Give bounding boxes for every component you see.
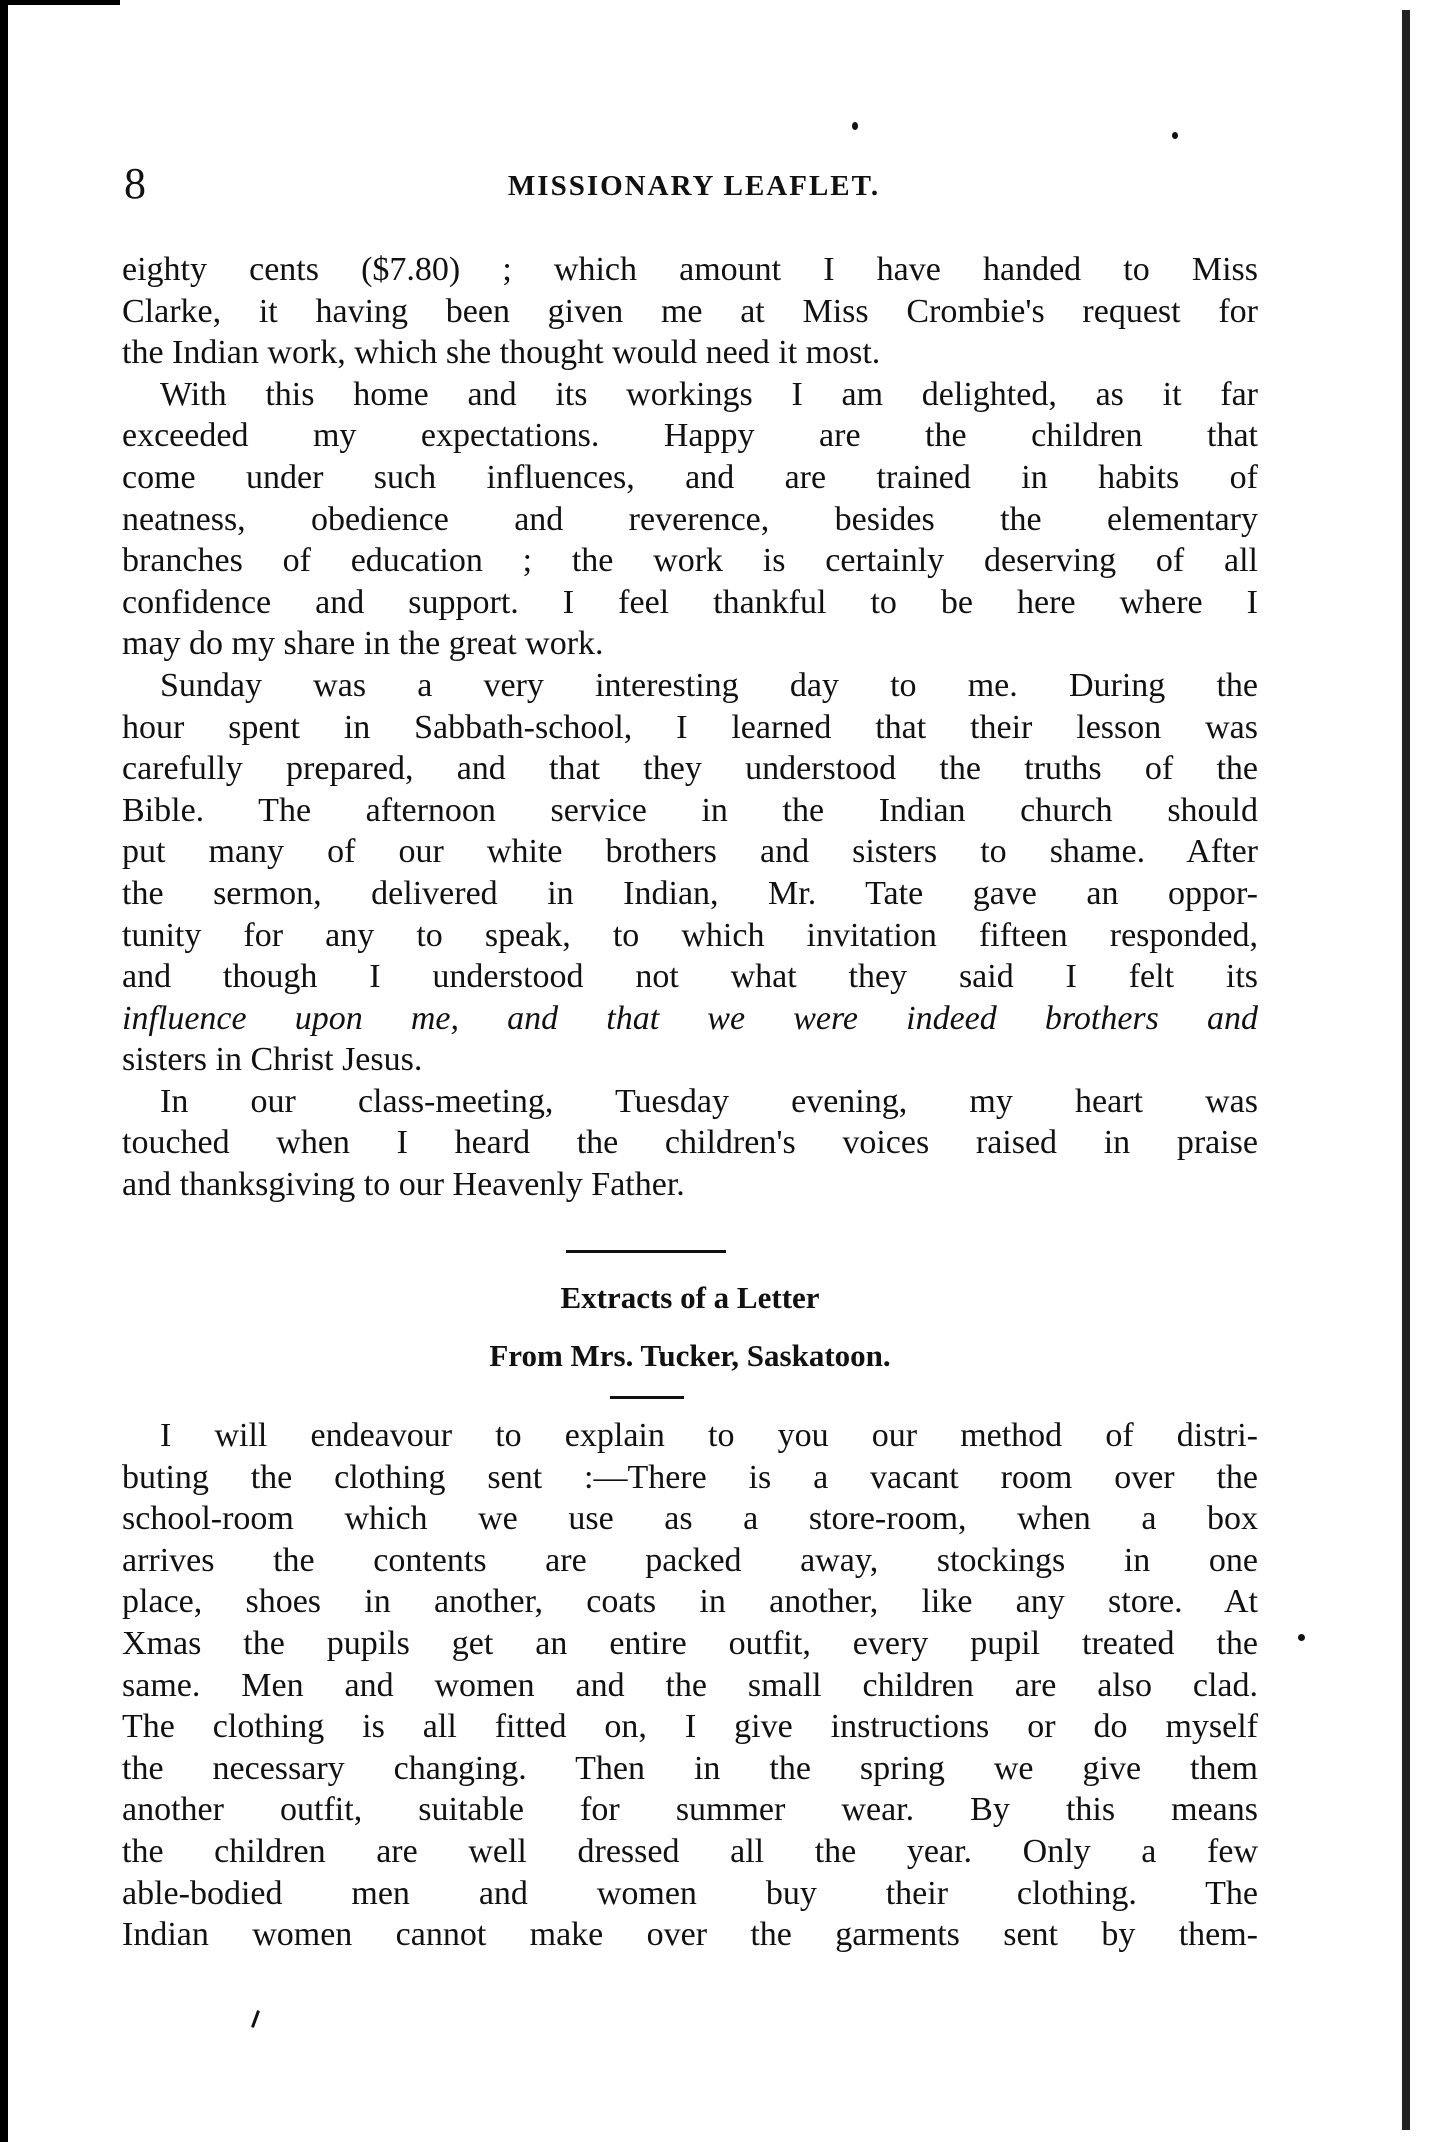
- text-line: put many of our white brothers and sisters to shame. After: [122, 833, 1258, 871]
- text-line: and though I understood not what they said I felt its: [122, 958, 1258, 996]
- text-line: carefully prepared, and that they understood the truths of the: [122, 750, 1258, 788]
- subtitle-divider: [610, 1396, 684, 1399]
- text-line: the necessary changing. Then in the spring we give them: [122, 1749, 1258, 1787]
- text-line: Clarke, it having been given me at Miss Crombie's request for: [122, 292, 1258, 330]
- text-line: and thanksgiving to our Heavenly Father.: [122, 1166, 685, 1204]
- text-line: confidence and support. I feel thankful to be here where I: [122, 583, 1258, 621]
- text-line: the sermon, delivered in Indian, Mr. Tate gave an oppor-: [122, 874, 1258, 912]
- text-line: Sunday was a very interesting day to me. During the: [160, 666, 1258, 704]
- text-line: The clothing is all fitted on, I give instructions or do myself: [122, 1708, 1258, 1746]
- text-line: Xmas the pupils get an entire outfit, every pupil treated the: [122, 1624, 1258, 1662]
- text-line: Bible. The afternoon service in the Indian church should: [122, 791, 1258, 829]
- text-line: buting the clothing sent :—There is a vacant room over the: [122, 1458, 1258, 1496]
- text-line: tunity for any to speak, to which invitation fifteen responded,: [122, 916, 1258, 954]
- text-line: the children are well dressed all the year. Only a few: [122, 1832, 1258, 1870]
- ink-speck: [251, 2010, 260, 2028]
- text-line: In our class-meeting, Tuesday evening, my heart was: [160, 1082, 1258, 1120]
- text-line: hour spent in Sabbath-school, I learned that their lesson was: [122, 708, 1258, 746]
- text-line: touched when I heard the children's voices raised in praise: [122, 1124, 1258, 1162]
- scan-margin-right: [1410, 0, 1440, 2142]
- ink-speck: [1298, 1634, 1305, 1641]
- text-line: able-bodied men and women buy their clothing. The: [122, 1874, 1258, 1912]
- text-line: eighty cents ($7.80) ; which amount I have handed to Miss: [122, 251, 1258, 288]
- text-line: school-room which we use as a store-room, when a box: [122, 1500, 1258, 1538]
- scan-edge-left: [0, 0, 8, 2142]
- text-line: branches of education ; the work is certainly deserving of all: [122, 542, 1258, 580]
- ink-speck: [1172, 132, 1178, 139]
- text-line: same. Men and women and the small children are also clad.: [122, 1666, 1258, 1704]
- section-title: Extracts of a Letter: [560, 1280, 820, 1315]
- text-line: Indian women cannot make over the garments sent by them-: [122, 1916, 1258, 1954]
- text-line: another outfit, suitable for summer wear. By this means: [122, 1791, 1258, 1829]
- scan-edge-top: [0, 0, 120, 5]
- ink-speck: [852, 122, 858, 130]
- text-line: may do my share in the great work.: [122, 625, 604, 663]
- text-line: influence upon me, and that we were indeed brothers and: [122, 999, 1258, 1037]
- scan-edge-right: [1402, 10, 1410, 2130]
- page-number: 8: [124, 159, 146, 208]
- text-line: sisters in Christ Jesus.: [122, 1041, 423, 1079]
- page-header: [124, 156, 1264, 212]
- text-line: place, shoes in another, coats in another, like any store. At: [122, 1583, 1258, 1621]
- letter-text: [122, 1415, 1258, 1956]
- text-line: come under such influences, and are trained in habits of: [122, 458, 1258, 496]
- text-line: exceeded my expectations. Happy are the children that: [122, 417, 1258, 455]
- text-line: With this home and its workings I am delighted, as it far: [160, 375, 1258, 413]
- section-divider: [566, 1250, 726, 1253]
- body-text: [122, 249, 1258, 1206]
- section-subtitle: From Mrs. Tucker, Saskatoon.: [489, 1338, 891, 1373]
- text-line: I will endeavour to explain to you our method of distri-: [160, 1417, 1258, 1454]
- text-line: the Indian work, which she thought would need it most.: [122, 334, 881, 372]
- text-line: arrives the contents are packed away, stockings in one: [122, 1541, 1258, 1579]
- running-head: MISSIONARY LEAFLET.: [507, 170, 881, 202]
- text-line: neatness, obedience and reverence, besides the elementary: [122, 500, 1258, 538]
